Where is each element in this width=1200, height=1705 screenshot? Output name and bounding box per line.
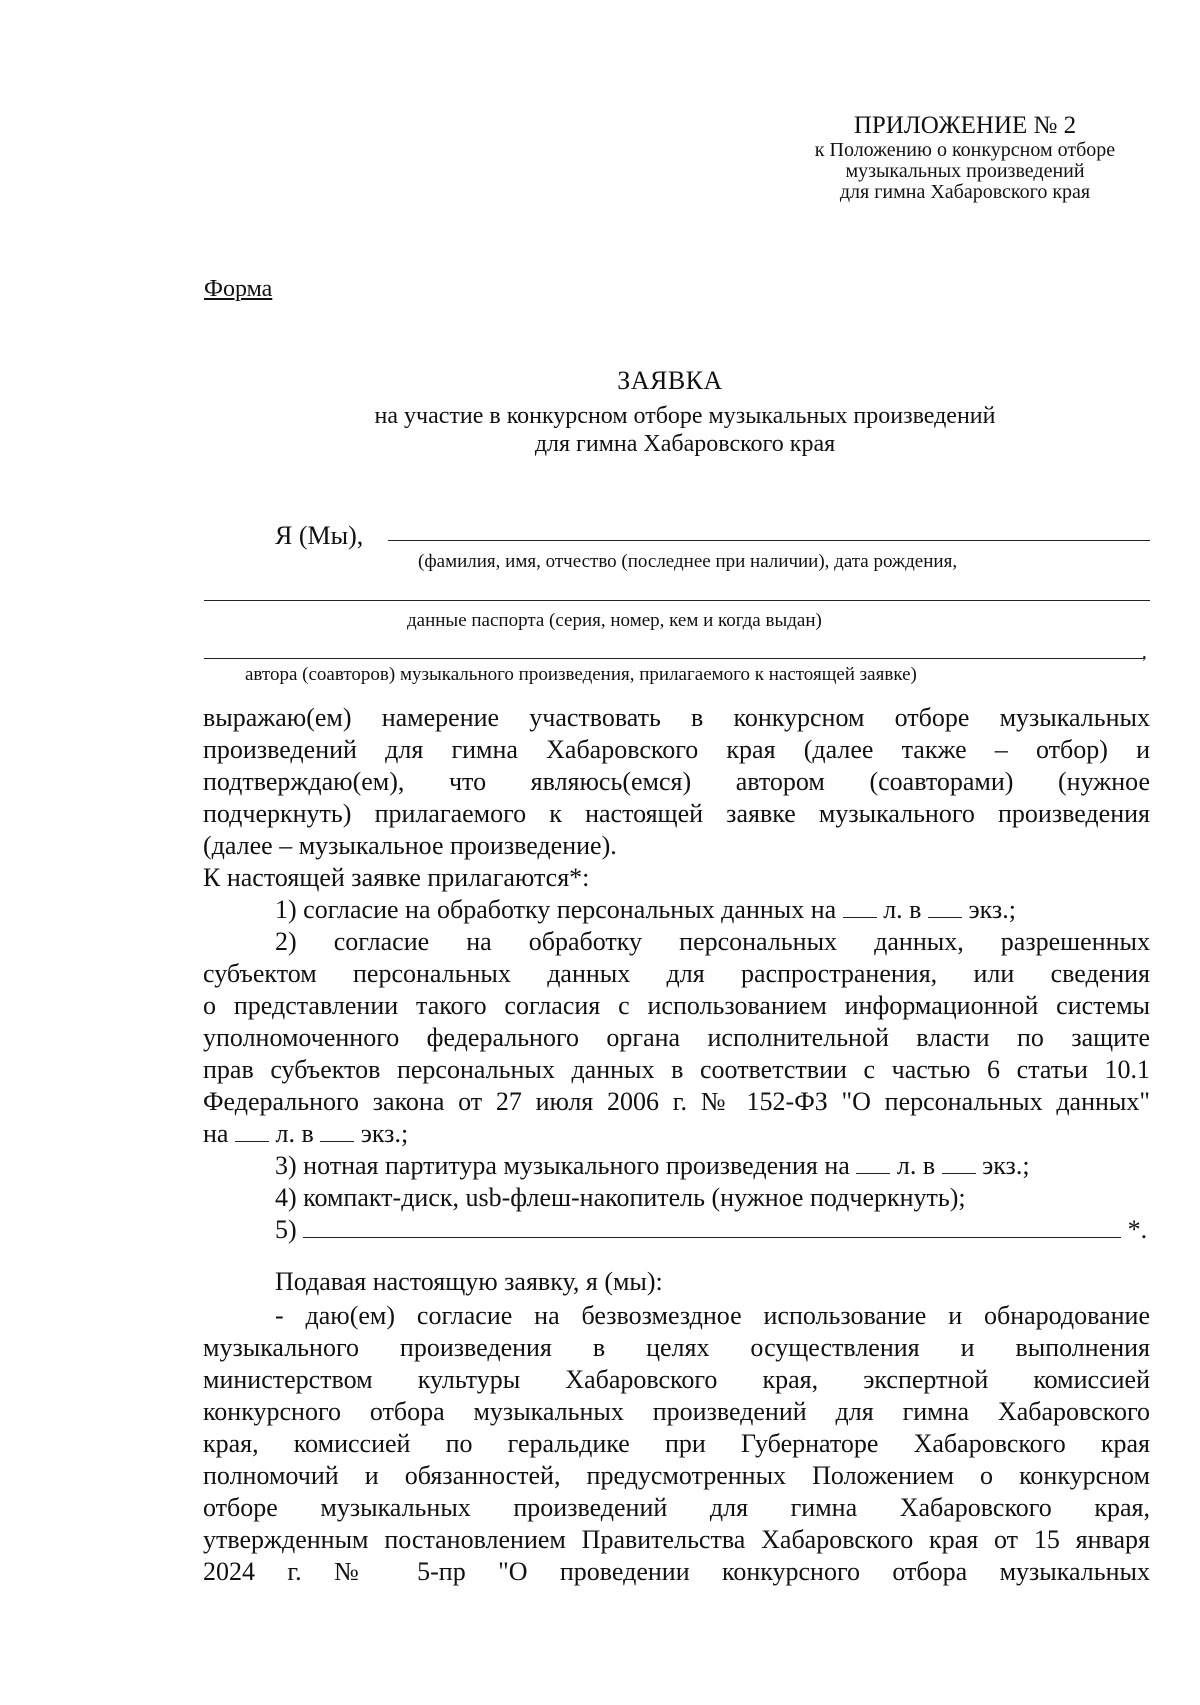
item2-end: экз.; bbox=[360, 1119, 409, 1148]
item5-start: 5) bbox=[275, 1215, 297, 1244]
item2-start: на bbox=[203, 1119, 229, 1148]
attachment-item-1 bbox=[275, 894, 1155, 926]
item3-mid: л. в bbox=[896, 1151, 936, 1180]
appendix-line-3: для гимна Хабаровского края bbox=[839, 181, 1091, 203]
applicant-hint-1: (фамилия, имя, отчество (последнее при наличии), дата рождения, bbox=[418, 551, 958, 572]
appendix-line-1: к Положению о конкурсном отборе bbox=[814, 139, 1116, 161]
passport-field[interactable] bbox=[204, 600, 1150, 601]
item5-end: *. bbox=[1127, 1215, 1148, 1244]
intro-line: подтверждаю(ем), что являюсь(емся) автором (соавторами) (нужное bbox=[203, 767, 1150, 796]
consent-line: 2024 г. № 5-пр "О проведении конкурсного отбора музыкальных bbox=[203, 1557, 1150, 1586]
intro-line-last: (далее – музыкальное произведение). bbox=[203, 831, 617, 860]
item2-mid: л. в bbox=[275, 1119, 314, 1148]
consent-line: полномочий и обязанностей, предусмотренных Положением о конкурсном bbox=[203, 1461, 1150, 1490]
consent-line: музыкального произведения в целях осуществления и выполнения bbox=[203, 1333, 1150, 1362]
item1-end: экз.; bbox=[968, 895, 1016, 924]
attachment-item-3 bbox=[275, 1150, 1155, 1182]
intro-line: произведений для гимна Хабаровского края (далее также – отбор) и bbox=[203, 735, 1150, 764]
consent-line: министерством культуры Хабаровского края, экспертной комиссией bbox=[203, 1365, 1150, 1394]
item3-end: экз.; bbox=[982, 1151, 1030, 1180]
applicant-name-field[interactable] bbox=[388, 540, 1150, 541]
document-title: ЗАЯВКА bbox=[617, 366, 723, 395]
appendix-title: ПРИЛОЖЕНИЕ № 2 bbox=[853, 112, 1077, 139]
consent-line: отборе музыкальных произведений для гимна Хабаровского края, bbox=[203, 1493, 1150, 1522]
intro-line: выражаю(ем) намерение участвовать в конкурсном отборе музыкальных bbox=[203, 703, 1150, 732]
consent-line: утвержденным постановлением Правительства Хабаровского края от 15 января bbox=[203, 1525, 1150, 1554]
item2-copies-field[interactable] bbox=[320, 1119, 354, 1142]
intro-line: подчеркнуть) прилагаемого к настоящей заявке музыкального произведения bbox=[203, 799, 1150, 828]
consent-paragraph bbox=[203, 1300, 1150, 1588]
applicant-hint-3: автора (соавторов) музыкального произведения, прилагаемого к настоящей заявке) bbox=[245, 664, 917, 685]
intro-paragraph bbox=[203, 702, 1150, 894]
item2-line: Федерального закона от 27 июля 2006 г. № 152-ФЗ "О персональных данных" bbox=[203, 1087, 1150, 1116]
submit-intro: Подавая настоящую заявку, я (мы): bbox=[275, 1267, 663, 1296]
item2-line: 2) согласие на обработку персональных данных, разрешенных bbox=[275, 927, 1150, 956]
document-subtitle bbox=[290, 402, 1080, 458]
consent-line: - даю(ем) согласие на безвозмездное использование и обнародование bbox=[275, 1301, 1150, 1330]
item2-pages-field[interactable] bbox=[235, 1119, 269, 1142]
item2-last-line bbox=[203, 1118, 1150, 1150]
subtitle-line-1: на участие в конкурсном отборе музыкальных произведений bbox=[374, 403, 996, 429]
consent-line: конкурсного отбора музыкальных произведений для гимна Хабаровского bbox=[203, 1397, 1150, 1426]
attachment-item-5 bbox=[275, 1214, 1155, 1246]
item5-field[interactable] bbox=[303, 1215, 1121, 1238]
item2-line: субъектом персональных данных для распространения, или сведения bbox=[203, 959, 1150, 988]
item1-pages-field[interactable] bbox=[843, 895, 877, 918]
attachment-item-2 bbox=[203, 926, 1150, 1150]
item2-line: уполномоченного федерального органа исполнительной власти по защите bbox=[203, 1023, 1150, 1052]
attachment-item-4: 4) компакт-диск, usb-флеш-накопитель (нужное подчеркнуть); bbox=[275, 1183, 966, 1212]
item3-pages-field[interactable] bbox=[856, 1151, 890, 1174]
item1-copies-field[interactable] bbox=[928, 895, 962, 918]
item3-text: 3) нотная партитура музыкального произведения на bbox=[275, 1151, 850, 1180]
item1-mid: л. в bbox=[883, 895, 922, 924]
attachments-title: К настоящей заявке прилагаются*: bbox=[203, 863, 590, 892]
appendix-header bbox=[760, 112, 1170, 203]
subtitle-line-2: для гимна Хабаровского края bbox=[534, 431, 836, 457]
applicant-hint-2: данные паспорта (серия, номер, кем и когда выдан) bbox=[407, 610, 822, 631]
item1-text: 1) согласие на обработку персональных данных на bbox=[275, 895, 837, 924]
item2-line: о представлении такого согласия с использованием информационной системы bbox=[203, 991, 1150, 1020]
item2-line: прав субъектов персональных данных в соответствии с частью 6 статьи 10.1 bbox=[203, 1055, 1150, 1084]
applicant-prefix: Я (Мы), bbox=[275, 521, 364, 550]
consent-line: края, комиссией по геральдике при Губернаторе Хабаровского края bbox=[203, 1429, 1150, 1458]
form-label: Форма bbox=[204, 276, 273, 302]
appendix-line-2: музыкальных произведений bbox=[845, 160, 1085, 182]
item3-copies-field[interactable] bbox=[942, 1151, 976, 1174]
authors-trailing-comma: , bbox=[1142, 642, 1147, 663]
authors-field[interactable] bbox=[204, 658, 1144, 659]
